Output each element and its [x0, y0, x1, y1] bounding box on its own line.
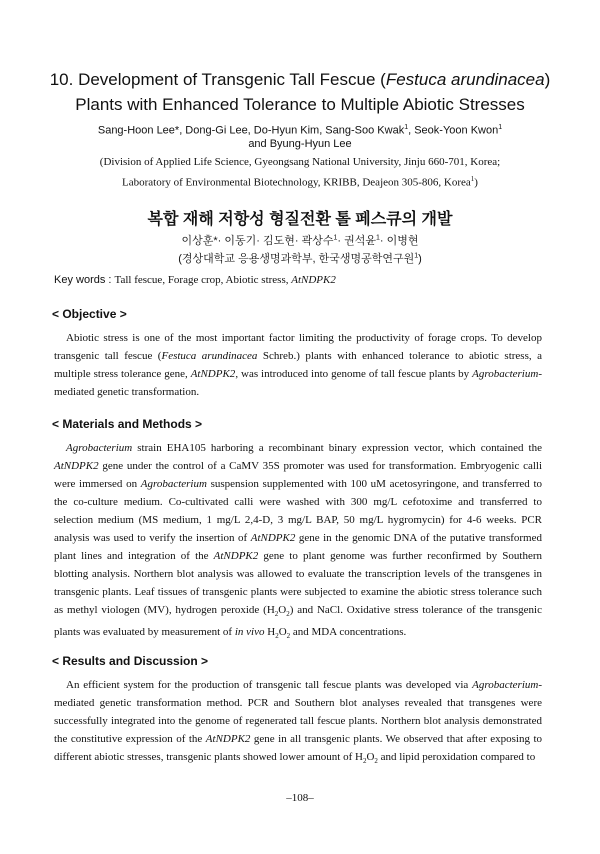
affiliation-line1: (Division of Applied Life Science, Gyeongsang National University, Jinju 660-701, Korea; — [99, 156, 501, 168]
paper-title-line2: Plants with Enhanced Tolerance to Multiple Abiotic Stresses — [75, 95, 525, 114]
korean-title: 복합 재해 저항성 형질전환 톨 페스큐의 개발 — [147, 211, 453, 228]
section-heading-methods: < Materials and Methods > — [52, 417, 203, 431]
results-paragraph: An efficient system for the production of transgenic tall fescue plants was developed via Agrobacterium-mediated genetic transformation method. PCR and Southern blot analyses revealed that transgenes were successfully integrated into the genome of regenerated tall fescue plants. Northern blot analysis demonstrated the constitutive expression of the AtNDPK2 gene in all transgenic plants. We observed that after exposing to different abiotic stresses, transgenic plants showed lower amount of $H_2O_2$ and lipid peroxidation compared to — [54, 679, 542, 766]
korean-affiliation: (경상대학교 응용생명과학부, 한국생명공학연구원$^1$) — [178, 252, 422, 265]
korean-authors: 이상훈*· 이동기· 김도현· 곽상수$^1$· 권석윤$^1$· 이병현 — [181, 234, 419, 247]
paper-title-line1: 10. Development of Transgenic Tall Fescue (Festuca arundinacea) — [49, 70, 551, 89]
page-number: –108– — [286, 792, 314, 804]
authors-line1: Sang-Hoon Lee*, Dong-Gi Lee, Do-Hyun Kim, Sang-Soo Kwak$^1$, Seok-Yoon Kwon$^1$ — [97, 124, 503, 137]
objective-paragraph: Abiotic stress is one of the most important factor limiting the productivity of forage crops. To develop transgenic tall fescue (Festuca arundinacea Schreb.) plants with enhanced tolerance to abiotic stress, a multiple stress tolerance gene, AtNDPK2, was introduced into genome of tall fescue plants by Agrobacterium-mediated genetic transformation. — [54, 332, 542, 398]
methods-paragraph: Agrobacterium strain EHA105 harboring a recombinant binary expression vector, which contained the AtNDPK2 gene under the control of a CaMV 35S promoter was used for transformation. Embryogenic calli were immersed on Agrobacterium suspension supplemented with 100 uM acetosyringone, and transferred to the co-culture medium. Co-cultivated calli were washed with 300 mg/L cefotoxime and transferred to selection medium (MS medium, 1 mg/L 2,4-D, 3 mg/L BAP, 50 mg/L hygromycin) for 4-6 weeks. PCR analysis was used to verify the insertion of AtNDPK2 gene in the genomic DNA of the putative transformed plant lines and integration of the AtNDPK2 gene to plant genome was further reconfirmed by Southern blotting analysis. Northern blot analysis was allowed to evaluate the transcription levels of the transgenes in transgenic plants. Leaf tissues of transgenic plants were subjected to examine the abiotic stress tolerance such as methyl viologen (MV), hydrogen peroxide $(H_2O_2)$ and NaCl. Oxidative stress tolerance of the transgenic plants was evaluated by measurement of in vivo $H_2O_2$ and MDA concentrations. — [54, 442, 543, 641]
keywords: Key words : Tall fescue, Forage crop, Abiotic stress, AtNDPK2 — [54, 274, 336, 286]
affiliation-line2: Laboratory of Environmental Biotechnology, KRIBB, Deajeon 305-806, Korea$^1$) — [122, 175, 478, 189]
section-heading-results: < Results and Discussion > — [52, 654, 209, 668]
section-heading-objective: < Objective > — [52, 307, 127, 321]
authors-line2: and Byung-Hyun Lee — [248, 138, 352, 150]
